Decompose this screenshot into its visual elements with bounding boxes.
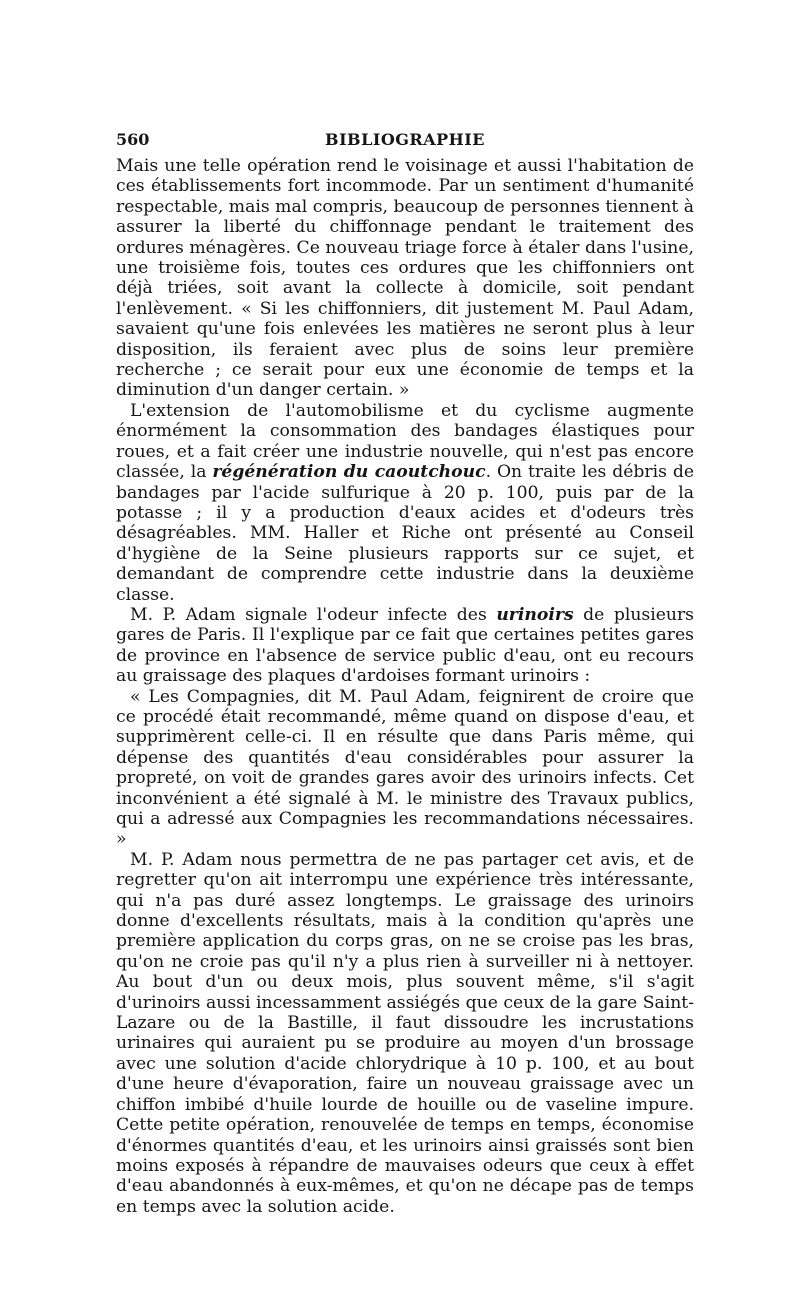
paragraph-3 bbox=[116, 605, 694, 687]
paragraph-3-text-end: de plusieurs gares de Paris. Il l'explique par ce fait que certaines petites gares de province en l'absence de service public d'eau, ont eu recours au graissage des plaques d'ardoises formant urinoirs : bbox=[116, 604, 694, 687]
running-title: BIBLIOGRAPHIE bbox=[325, 130, 485, 149]
paragraph-2-text-end: . On traite les débris de bandages par l'acide sulfurique à 20 p. 100, puis par de la potasse ; il y a production d'eaux acides et d'odeurs très désagréables. MM. Haller et Riche ont présenté au Conseil d'hygiène de la Seine plusieurs rapports sur ce sujet, et demandant de comprendre cette industrie dans la deuxième classe. bbox=[116, 462, 694, 605]
paragraph-3-text: M. P. Adam signale l'odeur infecte des bbox=[130, 604, 497, 625]
paragraph-1: Mais une telle opération rend le voisinage et aussi l'habitation de ces établissements fort incommode. Par un sentiment d'humanité respectable, mais mal compris, beaucoup de personnes tiennent à assurer la liberté du chiffonnage pendant le traitement des ordures ménagères. Ce nouveau triage force à étaler dans l'usine, une troisième fois, toutes ces ordures que les chiffonniers ont déjà triées, soit avant la collecte à domicile, soit pendant l'enlèvement. « Si les chiffonniers, dit justement M. Paul Adam, savaient qu'une fois enlevées les matières ne seront plus à leur disposition, ils feraient avec plus de soins leur première recherche ; ce serait pour eux une économie de temps et la diminution d'un danger certain. » bbox=[116, 156, 694, 401]
paragraph-5: M. P. Adam nous permettra de ne pas partager cet avis, et de regretter qu'on ait interrompu une expérience très intéressante, qui n'a pas duré assez longtemps. Le graissage des urinoirs donne d'excellents résultats, mais à la condition qu'après une première application du corps gras, on ne se croise pas les bras, qu'on ne croie pas qu'il n'y a plus rien à surveiller ni à nettoyer. Au bout d'un ou deux mois, plus souvent même, s'il s'agit d'urinoirs aussi incessamment assiégés que ceux de la gare Saint-Lazare ou de la Bastille, il faut dissoudre les incrustations urinaires qui auraient pu se produire au moyen d'un brossage avec une solution d'acide chlorydrique à 10 p. 100, et au bout d'une heure d'évaporation, faire un nouveau graissage avec un chiffon imbibé d'huile lourde de houille ou de vaseline impure. Cette petite opération, renouvelée de temps en temps, économise d'énormes quantités d'eau, et les urinoirs ainsi graissés sont bien moins exposés à répandre de mauvaises odeurs que ceux à effet d'eau abandonnés à eux-mêmes, et qu'on ne décape pas de temps en temps avec la solution acide. bbox=[116, 849, 694, 1217]
paragraph-3-emphasis: urinoirs bbox=[496, 604, 574, 625]
page-header bbox=[116, 130, 694, 156]
paragraph-4-quote: « Les Compagnies, dit M. Paul Adam, feignirent de croire que ce procédé était recommandé, même quand on dispose d'eau, et supprimèrent celle-ci. Il en résulte que dans Paris même, qui dépense des quantités d'eau considérables pour assurer la propreté, on voit de grandes gares avoir des urinoirs infects. Cet inconvénient a été signalé à M. le ministre des Travaux publics, qui a adressé aux Compagnies les recommandations nécessaires. » bbox=[116, 686, 694, 850]
page-number: 560 bbox=[116, 130, 150, 149]
document-page bbox=[116, 130, 694, 1217]
paragraph-2-emphasis: régénération du caoutchouc bbox=[212, 462, 486, 483]
paragraph-2-text: L'extension de l'automobilisme et du cyclisme augmente énormément la consommation des bandages élastiques pour roues, et a fait créer une industrie nouvelle, qui n'est pas encore classée, la bbox=[116, 400, 694, 483]
paragraph-2 bbox=[116, 401, 694, 605]
